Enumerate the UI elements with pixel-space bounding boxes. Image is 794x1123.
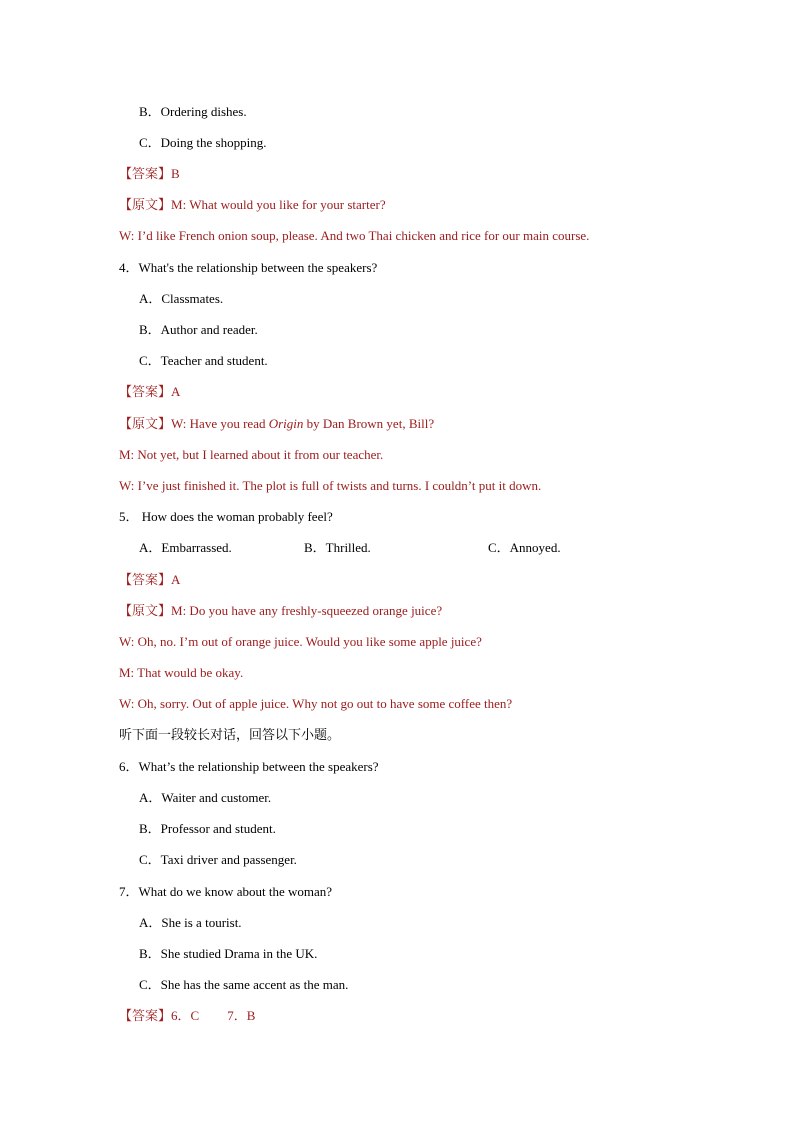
q5-options-row bbox=[139, 540, 639, 556]
answer-tag: 【答案】 bbox=[119, 572, 172, 587]
q7-question: 7．What do we know about the woman? bbox=[119, 884, 333, 899]
q7-option-a: A．She is a tourist. bbox=[139, 915, 242, 930]
q6-question: 6．What’s the relationship between the speakers? bbox=[119, 759, 379, 774]
q6-q7-answer bbox=[119, 1008, 255, 1024]
q3-transcript-line-2: W: I’d like French onion soup, please. And two Thai chicken and rice for our main course. bbox=[119, 228, 590, 243]
answer-tag: 【答案】 bbox=[119, 384, 172, 399]
answer-value: A bbox=[171, 384, 181, 399]
q5-option-b: B．Thrilled. bbox=[304, 540, 371, 555]
book-title: Origin bbox=[268, 416, 304, 431]
q5-option-a: A．Embarrassed. bbox=[139, 540, 232, 555]
q3-option-c: C．Doing the shopping. bbox=[139, 135, 267, 150]
q5-transcript-line-4: W: Oh, sorry. Out of apple juice. Why not go out to have some coffee then? bbox=[119, 696, 513, 711]
answer-tag: 【答案】 bbox=[119, 1008, 172, 1023]
q6-option-b: B．Professor and student. bbox=[139, 821, 276, 836]
answer-tag: 【答案】 bbox=[119, 166, 172, 181]
transcript-tag: 【原文】 bbox=[119, 197, 172, 212]
q4-transcript-line-1 bbox=[119, 416, 434, 432]
q5-answer bbox=[119, 572, 180, 588]
q7-option-b: B．She studied Drama in the UK. bbox=[139, 946, 318, 961]
section-instruction: 听下面一段较长对话，回答以下小题。 bbox=[119, 728, 341, 743]
transcript-text: M: What would you like for your starter? bbox=[171, 197, 386, 212]
transcript-text: W: Have you read bbox=[171, 416, 269, 431]
transcript-tag: 【原文】 bbox=[119, 416, 172, 431]
q5-question: 5． How does the woman probably feel? bbox=[119, 509, 333, 524]
q3-transcript-line-1 bbox=[119, 197, 386, 213]
q4-question: 4．What's the relationship between the speakers? bbox=[119, 260, 378, 275]
transcript-text: M: Do you have any freshly-squeezed orange juice? bbox=[171, 603, 443, 618]
q4-transcript-line-2: M: Not yet, but I learned about it from our teacher. bbox=[119, 447, 384, 462]
transcript-tag: 【原文】 bbox=[119, 603, 172, 618]
answer-7: 7．B bbox=[227, 1008, 256, 1023]
answer-value: B bbox=[171, 166, 180, 181]
q3-answer bbox=[119, 166, 180, 182]
q5-option-c: C．Annoyed. bbox=[488, 540, 561, 555]
q4-option-b: B．Author and reader. bbox=[139, 322, 258, 337]
answer-value: A bbox=[171, 572, 181, 587]
q3-option-b: B．Ordering dishes. bbox=[139, 104, 247, 119]
answer-6: 6．C bbox=[171, 1008, 200, 1023]
q4-option-a: A．Classmates. bbox=[139, 291, 224, 306]
q4-option-c: C．Teacher and student. bbox=[139, 353, 268, 368]
transcript-text: by Dan Brown yet, Bill? bbox=[303, 416, 435, 431]
q6-option-c: C．Taxi driver and passenger. bbox=[139, 852, 297, 867]
q5-transcript-line-1 bbox=[119, 603, 442, 619]
q4-answer bbox=[119, 384, 180, 400]
q7-option-c: C．She has the same accent as the man. bbox=[139, 977, 349, 992]
q5-transcript-line-2: W: Oh, no. I’m out of orange juice. Would you like some apple juice? bbox=[119, 634, 482, 649]
q6-option-a: A．Waiter and customer. bbox=[139, 790, 272, 805]
q5-transcript-line-3: M: That would be okay. bbox=[119, 665, 244, 680]
q4-transcript-line-3: W: I’ve just finished it. The plot is full of twists and turns. I couldn’t put it down. bbox=[119, 478, 542, 493]
